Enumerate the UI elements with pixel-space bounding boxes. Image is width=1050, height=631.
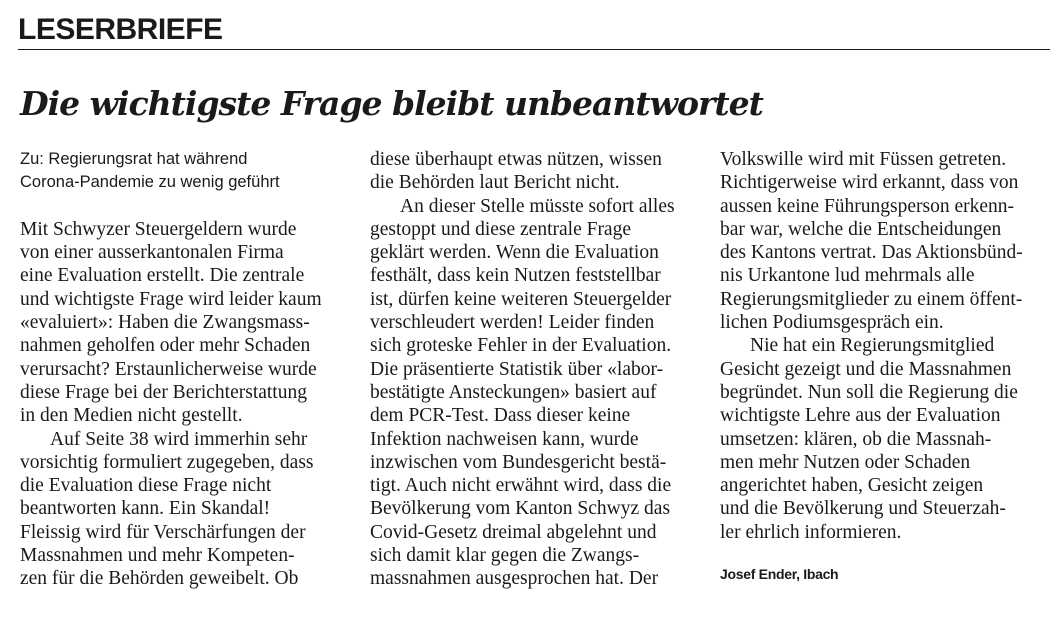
text-line: ler ehrlich informieren. [720, 521, 902, 543]
text-line: diese Frage bei der Berichterstattung [20, 381, 307, 403]
text-line: eine Evaluation erstellt. Die zentrale [20, 265, 305, 287]
paragraph-gap [20, 195, 340, 218]
article-column-3 [720, 148, 1050, 584]
text-line: dem PCR-Test. Dass dieser keine [370, 405, 631, 427]
text-line: Nie hat ein Regierungsmitglied [750, 335, 995, 357]
text-line: geklärt werden. Wenn die Evaluation [370, 242, 659, 264]
text-line: Die präsentierte Statistik über «labor- [370, 358, 664, 380]
author-signature: Josef Ender, Ibach [720, 566, 839, 583]
text-line: verschleudert werden! Leider finden [370, 312, 655, 334]
article-column-1 [20, 148, 340, 591]
text-line: die Evaluation diese Frage nicht [20, 475, 272, 497]
text-line: Bevölkerung vom Kanton Schwyz das [370, 498, 671, 520]
text-line: wichtigste Lehre aus der Evaluation [720, 405, 1001, 427]
article-headline: Die wichtigste Frage bleibt unbeantwortet [20, 84, 763, 123]
text-line: bestätigte Ansteckungen» basiert auf [370, 381, 657, 403]
text-line: angerichtet haben, Gesicht zeigen [720, 475, 984, 497]
text-line: inzwischen vom Bundesgericht bestä- [370, 451, 667, 473]
text-line: Regierungsmitglieder zu einem öffent- [720, 288, 1023, 310]
text-line: von einer ausserkantonalen Firma [20, 242, 284, 264]
text-line: Richtigerweise wird erkannt, dass von [720, 172, 1019, 194]
text-line: verursacht? Erstaunlicherweise wurde [20, 358, 317, 380]
text-line: und wichtigste Frage wird leider kaum [20, 288, 322, 310]
text-line: ist, dürfen keine weiteren Steuergelder [370, 288, 672, 310]
reference-line: Corona-Pandemie zu wenig geführt [20, 173, 280, 192]
text-line: sich damit klar gegen die Zwangs- [370, 545, 640, 567]
text-line: massnahmen ausgesprochen hat. Der [370, 568, 659, 590]
text-line: des Kantons vertrat. Das Aktionsbünd- [720, 242, 1023, 264]
text-line: men mehr Nutzen oder Schaden [720, 451, 971, 473]
text-line: aussen keine Führungsperson erkenn- [720, 195, 1015, 217]
text-line: Mit Schwyzer Steuergeldern wurde [20, 218, 297, 240]
text-line: Gesicht gezeigt und die Massnahmen [720, 358, 1012, 380]
text-line: Covid-Gesetz dreimal abgelehnt und [370, 521, 657, 543]
text-line: festhält, dass kein Nutzen feststellbar [370, 265, 661, 287]
text-line: zen für die Behörden geweibelt. Ob [20, 568, 299, 590]
section-label: LESERBRIEFE [18, 13, 223, 46]
text-line: begründet. Nun soll die Regierung die [720, 381, 1018, 403]
text-line: nahmen geholfen oder mehr Schaden [20, 335, 311, 357]
section-divider [18, 49, 1050, 50]
article-column-2 [370, 148, 700, 591]
text-line: nis Urkantone lud mehrmals alle [720, 265, 975, 287]
text-line: umsetzen: klären, ob die Massnah- [720, 428, 992, 450]
text-line: «evaluiert»: Haben die Zwangsmass- [20, 312, 310, 334]
text-line: tigt. Auch nicht erwähnt wird, dass die [370, 475, 672, 497]
text-line: Infektion nachweisen kann, wurde [370, 428, 639, 450]
text-line: diese überhaupt etwas nützen, wissen [370, 149, 662, 170]
text-line: gestoppt und diese zentrale Frage [370, 218, 631, 240]
text-line: Auf Seite 38 wird immerhin sehr [50, 428, 308, 450]
text-line: An dieser Stelle müsste sofort alles [400, 195, 675, 217]
text-line: Massnahmen und mehr Kompeten- [20, 545, 295, 567]
text-line: und die Bevölkerung und Steuerzah- [720, 498, 1006, 520]
text-line: lichen Podiumsgespräch ein. [720, 312, 944, 334]
text-line: beantworten kann. Ein Skandal! [20, 498, 271, 520]
text-line: bar war, welche die Entscheidungen [720, 218, 1002, 240]
text-line: die Behörden laut Bericht nicht. [370, 172, 620, 194]
text-line: sich groteske Fehler in der Evaluation. [370, 335, 672, 357]
reference-line: Zu: Regierungsrat hat während [20, 150, 248, 168]
text-line: Volkswille wird mit Füssen getreten. [720, 149, 1007, 170]
text-line: vorsichtig formuliert zugegeben, dass [20, 451, 314, 473]
text-line: Fleissig wird für Verschärfungen der [20, 521, 306, 543]
text-line: in den Medien nicht gestellt. [20, 405, 243, 427]
